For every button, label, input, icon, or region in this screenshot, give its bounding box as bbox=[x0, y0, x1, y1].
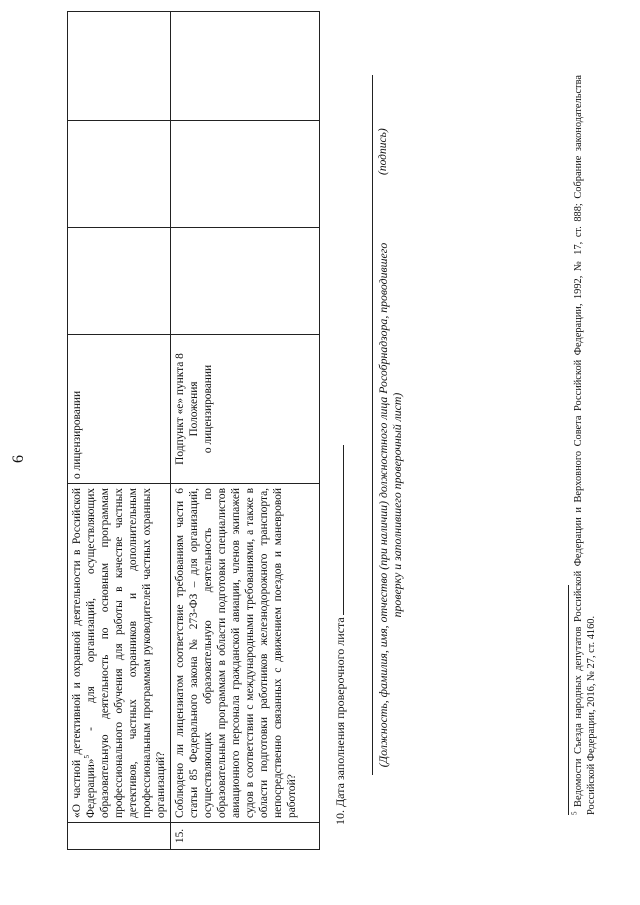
answer-cell-yes bbox=[171, 228, 320, 335]
footnote-ref: 5 bbox=[83, 755, 92, 759]
answer-cell-yes bbox=[68, 228, 171, 335]
footnote-separator bbox=[568, 585, 569, 815]
page-number: 6 bbox=[10, 455, 27, 463]
question-cell bbox=[68, 484, 171, 823]
reference-line: Положения bbox=[188, 381, 200, 437]
answer-cell-na bbox=[68, 12, 171, 121]
footnote-text: Ведомости Съезда народных депутатов Российской Федерации и Верховного Совета Российской Федерации, 1992, № 17, ст. 888; Собрание законодательства Российской Федерации, 2016, № 27, ст. 4160. bbox=[573, 75, 597, 815]
fill-date-label: 10. Дата заполнения проверочного листа bbox=[333, 617, 347, 825]
table-row bbox=[171, 12, 320, 850]
question-cell bbox=[171, 484, 320, 823]
question-text: Соблюдено ли лицензиатом соответствие требованиям части 6 статьи 85 Федерального закона № 273-ФЗ – для организаций, осуществляющих образовательную деятельность по образовательным программам в области подготовки специалистов авиационного персонала гражданской авиации, членов экипажей судов в соответствии с международными требованиями, а также в области подготовки работников железнодорожного транспорта, непосредственно связанных с движением поездов и маневровой работой? bbox=[174, 488, 298, 818]
question-text: «О частной детективной и охранной деятельности в Российской Федерации» bbox=[71, 488, 97, 818]
answer-cell-no bbox=[171, 121, 320, 228]
reference-cell bbox=[68, 335, 171, 484]
answer-cell-na bbox=[171, 12, 320, 121]
signature-caption-line: проверку и заполнившего проверочный лист) bbox=[390, 392, 404, 618]
fill-date-field bbox=[332, 445, 348, 825]
row-number: 15. bbox=[171, 823, 320, 850]
reference-cell bbox=[171, 335, 320, 484]
checklist-table bbox=[67, 11, 320, 850]
answer-cell-no bbox=[68, 121, 171, 228]
table-row bbox=[68, 12, 171, 850]
footnote-marker: 5 bbox=[570, 811, 579, 815]
footnote bbox=[572, 75, 598, 815]
reference-line: о лицензировании bbox=[202, 364, 214, 454]
reference-text: о лицензировании bbox=[71, 390, 83, 479]
fill-date-line bbox=[332, 445, 344, 615]
reference-line: Подпункт «е» пункта 8 bbox=[174, 353, 186, 465]
signature-rule bbox=[372, 85, 373, 215]
question-text-tail: - для организаций, осуществляющих образовательную деятельность по основным программам профессионального обучения для работы в качестве частных детективов, частных охранников и дополнительным профессиональным программам руководителей частных охранных организаций? bbox=[85, 488, 167, 818]
signature-caption-line: (Должность, фамилия, имя, отчество (при наличии) должностного лица Рособрнадзора, проводившего bbox=[376, 242, 390, 768]
signature-label: (подпись) bbox=[377, 128, 389, 175]
row-number bbox=[68, 823, 171, 850]
signature-caption bbox=[376, 235, 404, 775]
